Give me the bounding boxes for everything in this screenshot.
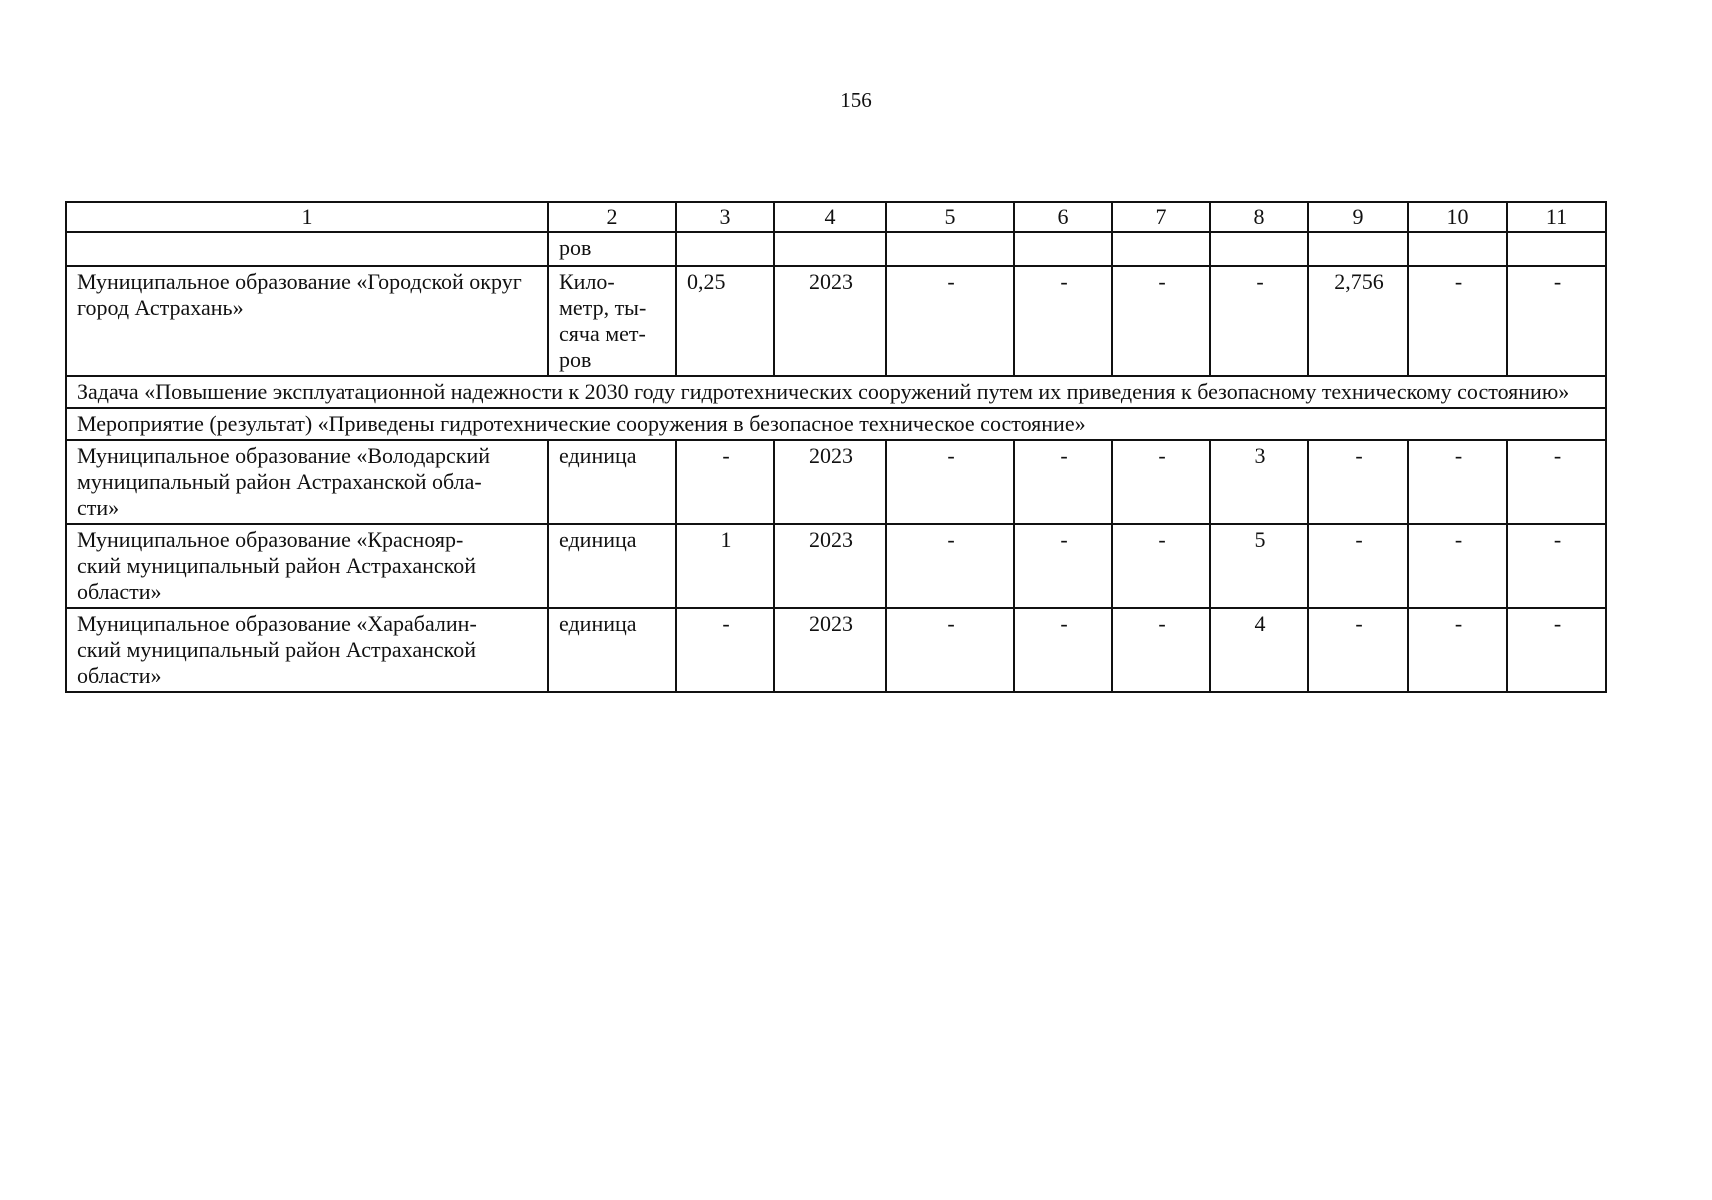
- column-number-row: [66, 202, 1606, 232]
- name-line: Муниципальное образование «Краснояр-: [77, 527, 464, 552]
- column-number: 1: [66, 202, 548, 232]
- table-cell: [676, 232, 774, 266]
- unit-line: сяча мет-: [559, 321, 646, 346]
- table-cell: [1408, 232, 1507, 266]
- table-row: [66, 524, 1606, 608]
- table-cell: -: [1112, 440, 1210, 524]
- table-cell: -: [1210, 266, 1308, 376]
- table-cell: [1507, 232, 1606, 266]
- table-cell: -: [1014, 266, 1112, 376]
- table-cell: 2023: [774, 608, 886, 692]
- table-row: [66, 440, 1606, 524]
- column-number: 9: [1308, 202, 1408, 232]
- table-cell: -: [1507, 524, 1606, 608]
- table-cell: 2,756: [1308, 266, 1408, 376]
- table-cell: -: [1507, 608, 1606, 692]
- row-name: [66, 608, 548, 692]
- row-name: Муниципальное образование «Городской округ город Астрахань»: [66, 266, 548, 376]
- table-cell: 5: [1210, 524, 1308, 608]
- row-unit: единица: [548, 524, 676, 608]
- page-number: 156: [840, 88, 872, 112]
- table-cell: -: [886, 440, 1014, 524]
- table-cell: -: [1507, 440, 1606, 524]
- name-line: ский муниципальный район Астраханской: [77, 553, 477, 578]
- table-cell: -: [1408, 440, 1507, 524]
- table-cell: -: [1112, 524, 1210, 608]
- name-line: Муниципальное образование «Володарский: [77, 443, 491, 468]
- table-cell: [1210, 232, 1308, 266]
- table-cell: 2023: [774, 524, 886, 608]
- column-number: 6: [1014, 202, 1112, 232]
- row-unit: единица: [548, 440, 676, 524]
- row-name: [66, 440, 548, 524]
- name-line: Муниципальное образование «Харабалин-: [77, 611, 477, 636]
- row-name: [66, 232, 548, 266]
- table-cell: -: [886, 608, 1014, 692]
- column-number: 7: [1112, 202, 1210, 232]
- table-cell: [1112, 232, 1210, 266]
- table-cell: 1: [676, 524, 774, 608]
- table-cell: -: [886, 266, 1014, 376]
- table-cell: -: [1014, 440, 1112, 524]
- column-number: 3: [676, 202, 774, 232]
- column-number: 10: [1408, 202, 1507, 232]
- table-cell: -: [1308, 440, 1408, 524]
- unit-line: метр, ты-: [559, 295, 647, 320]
- table-cell: -: [1112, 608, 1210, 692]
- table-cell: -: [1308, 524, 1408, 608]
- table-cell: -: [1408, 524, 1507, 608]
- table-cell: 0,25: [676, 266, 774, 376]
- task-row: [66, 376, 1606, 408]
- continuation-row: [66, 232, 1606, 266]
- table-cell: [1014, 232, 1112, 266]
- row-unit: единица: [548, 608, 676, 692]
- table-cell: 2023: [774, 266, 886, 376]
- row-name: [66, 524, 548, 608]
- table-cell: [774, 232, 886, 266]
- task-text: Задача «Повышение эксплуатационной надежности к 2030 году гидротехнических сооружений путем их приведения к безопасному техническому состоянию»: [66, 376, 1606, 408]
- table-cell: -: [1308, 608, 1408, 692]
- data-table: [65, 201, 1607, 693]
- table-cell: -: [1507, 266, 1606, 376]
- table-cell: -: [1014, 524, 1112, 608]
- column-number: 11: [1507, 202, 1606, 232]
- row-unit: [548, 266, 676, 376]
- table-row: [66, 266, 1606, 376]
- table-cell: 2023: [774, 440, 886, 524]
- unit-line: Кило-: [559, 269, 615, 294]
- table-cell: -: [1408, 608, 1507, 692]
- table-cell: -: [676, 608, 774, 692]
- name-line: сти»: [77, 495, 120, 520]
- table-cell: -: [1408, 266, 1507, 376]
- measure-row: [66, 408, 1606, 440]
- column-number: 8: [1210, 202, 1308, 232]
- name-line: ский муниципальный район Астраханской: [77, 637, 477, 662]
- table-cell: [886, 232, 1014, 266]
- column-number: 4: [774, 202, 886, 232]
- table-cell: -: [676, 440, 774, 524]
- measure-text: Мероприятие (результат) «Приведены гидротехнические сооружения в безопасное техническое состояние»: [66, 408, 1606, 440]
- row-unit: ров: [548, 232, 676, 266]
- table-cell: -: [886, 524, 1014, 608]
- table-row: [66, 608, 1606, 692]
- name-line: муниципальный район Астраханской обла-: [77, 469, 482, 494]
- column-number: 2: [548, 202, 676, 232]
- name-line: области»: [77, 663, 162, 688]
- column-number: 5: [886, 202, 1014, 232]
- table-cell: 4: [1210, 608, 1308, 692]
- table-cell: 3: [1210, 440, 1308, 524]
- table-cell: [1308, 232, 1408, 266]
- table-cell: -: [1014, 608, 1112, 692]
- unit-line: ров: [559, 347, 592, 372]
- table-cell: -: [1112, 266, 1210, 376]
- name-line: области»: [77, 579, 162, 604]
